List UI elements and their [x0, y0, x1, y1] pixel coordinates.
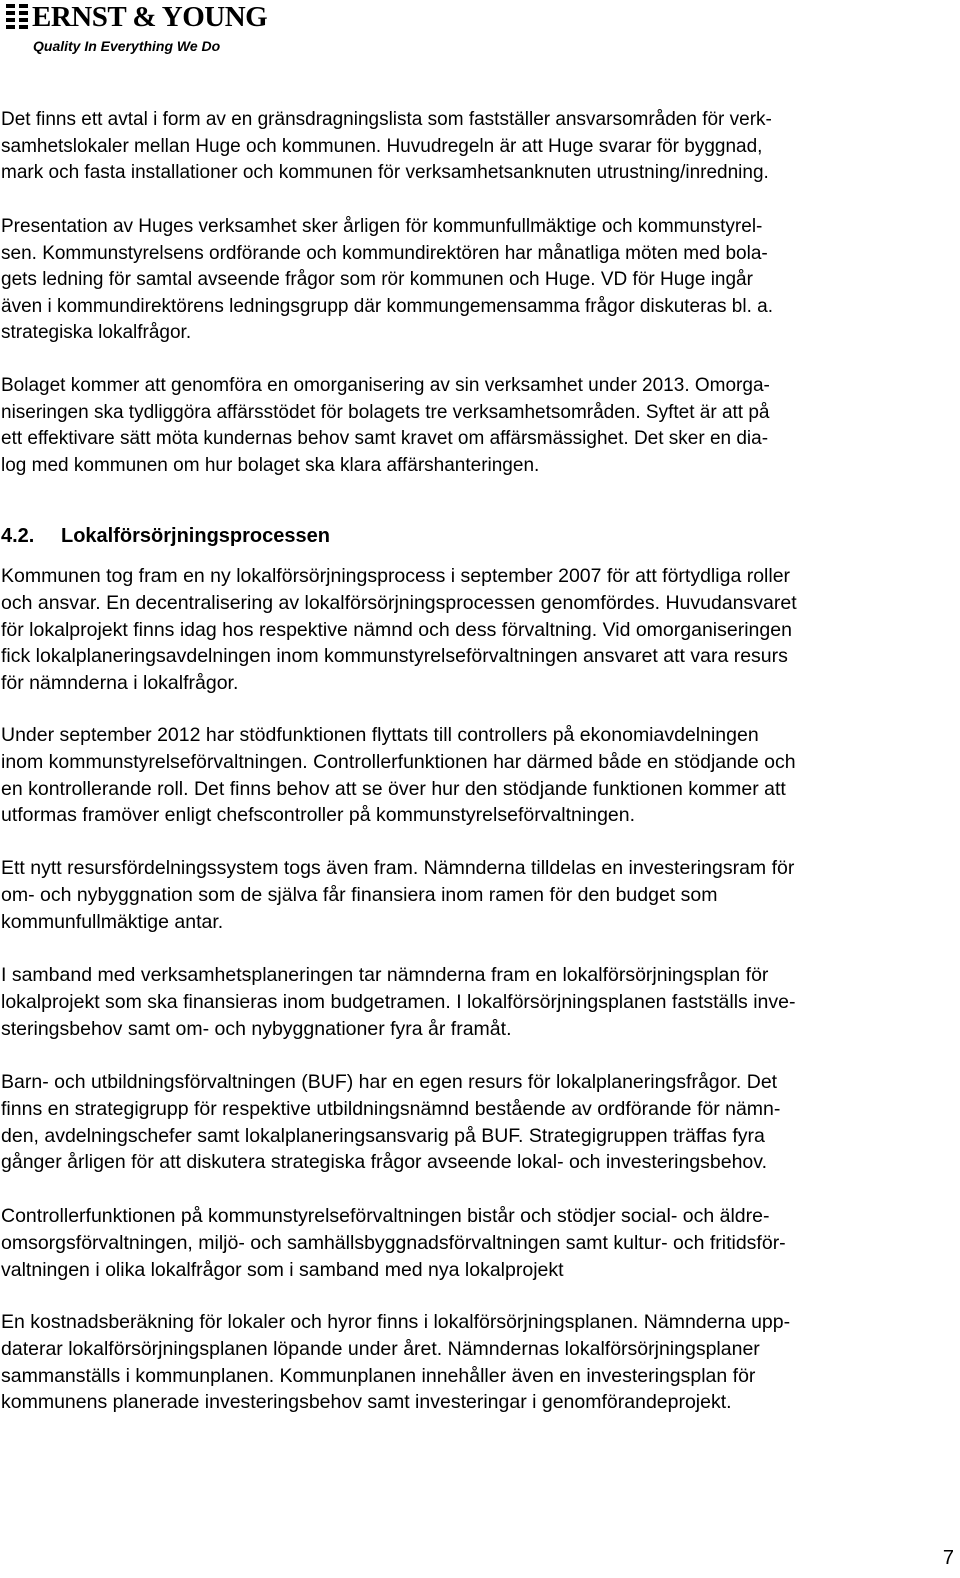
- text-line: för lokalprojekt finns idag hos respektive nämnd och dess förvaltning. Vid omorganiseringen: [1, 618, 792, 641]
- text-line: strategiska lokalfrågor.: [1, 322, 192, 343]
- text-line: Under september 2012 har stödfunktionen flyttats till controllers på ekonomiavdelningen: [1, 724, 759, 746]
- section-number: 4.2.: [1, 525, 35, 547]
- paragraph-6: [1, 855, 794, 935]
- text-line: inom kommunstyrelseförvaltningen. Controllerfunktionen har därmed både en stödjande och: [1, 750, 796, 773]
- text-line: sammanställs i kommunplanen. Kommunplanen innehåller även en investeringsplan för: [1, 1364, 756, 1387]
- section-title: Lokalförsörjningsprocessen: [61, 525, 330, 547]
- text-line: Bolaget kommer att genomföra en omorganisering av sin verksamhet under 2013. Omorga-: [1, 375, 770, 396]
- text-line: I samband med verksamhetsplaneringen tar nämnderna fram en lokalförsörjningsplan för: [1, 964, 769, 986]
- paragraph-10: [1, 1309, 790, 1416]
- text-line: niseringen ska tydliggöra affärsstödet för bolagets tre verksamhetsområden. Syftet är att på: [1, 401, 770, 423]
- text-line: mark och fasta installationer och kommunen för verksamhetsanknuten utrustning/inredning.: [1, 162, 769, 183]
- text-line: sen. Kommunstyrelsens ordförande och kommundirektören har månatliga möten med bola-: [1, 242, 768, 264]
- text-line: och ansvar. En decentralisering av lokalförsörjningsprocessen genomfördes. Huvudansvaret: [1, 591, 797, 614]
- text-line: En kostnadsberäkning för lokaler och hyror finns i lokalförsörjningsplanen. Nämnderna upp-: [1, 1311, 791, 1333]
- text-line: omsorgsförvaltningen, miljö- och samhällsbyggnadsförvaltningen samt kultur- och fritidsför-: [1, 1231, 786, 1254]
- text-line: den, avdelningschefer samt lokalplaneringsansvarig på BUF. Strategigruppen träffas fyra: [1, 1124, 765, 1147]
- text-line: en kontrollerande roll. Det finns behov att se över hur den stödjande funktionen kommer att: [1, 777, 786, 800]
- paragraph-8: [1, 1069, 780, 1176]
- paragraph-9: [1, 1203, 786, 1283]
- paragraph-2: [1, 214, 773, 347]
- section-heading: [1, 523, 330, 549]
- text-line: Kommunen tog fram en ny lokalförsörjningsprocess i september 2007 för att förtydliga roller: [1, 565, 791, 587]
- text-line: lokalprojekt som ska finansieras inom budgetramen. I lokalförsörjningsplanen fastställs inve-: [1, 990, 796, 1013]
- text-line: fick lokalplaneringsavdelningen inom kommunstyrelseförvaltningen ansvaret att vara resurs: [1, 645, 788, 668]
- text-line: gånger årligen för att diskutera strategiska frågor avseende lokal- och investeringsbehov.: [1, 1151, 767, 1174]
- paragraph-7: [1, 962, 795, 1042]
- logo-tagline: Quality In Everything We Do: [33, 38, 221, 54]
- paragraph-4: [1, 563, 797, 697]
- text-line: även i kommundirektörens ledningsgrupp där kommungemensamma frågor diskuteras bl. a.: [1, 295, 773, 317]
- page-number: 7: [942, 1547, 954, 1569]
- text-line: Presentation av Huges verksamhet sker årligen för kommunfullmäktige och kommunstyrel-: [1, 216, 763, 237]
- text-line: kommunens planerade investeringsbehov samt investeringar i genomförandeprojekt.: [1, 1391, 732, 1414]
- text-line: utformas framöver enligt chefscontroller på kommunstyrelseförvaltningen.: [1, 804, 636, 827]
- paragraph-3: [1, 373, 770, 479]
- text-line: samhetslokaler mellan Huge och kommunen. Huvudregeln är att Huge svarar för byggnad,: [1, 135, 763, 157]
- logo-mark-icon: [6, 4, 28, 30]
- logo-company-name: ERNST & YOUNG: [32, 1, 268, 33]
- paragraph-5: [1, 722, 796, 829]
- text-line: Det finns ett avtal i form av en gränsdragningslista som fastställer ansvarsområden för verk-: [1, 109, 772, 130]
- text-line: finns en strategigrupp för respektive utbildningsnämnd bestående av ordförande för nämn-: [1, 1097, 781, 1120]
- text-line: Controllerfunktionen på kommunstyrelseförvaltningen bistår och stödjer social- och äldre-: [1, 1205, 770, 1227]
- text-line: för nämnderna i lokalfrågor.: [1, 672, 239, 695]
- text-line: gets ledning för samtal avseende frågor som rör kommunen och Huge. VD för Huge ingår: [1, 269, 753, 290]
- company-logo: [6, 1, 268, 58]
- text-line: daterar lokalförsörjningsplanen löpande under året. Nämndernas lokalförsörjningsplaner: [1, 1337, 760, 1360]
- text-line: om- och nybyggnation som de själva får finansiera inom ramen för den budget som: [1, 883, 718, 906]
- text-line: log med kommunen om hur bolaget ska klara affärshanteringen.: [1, 454, 540, 476]
- paragraph-1: [1, 107, 772, 187]
- text-line: ett effektivare sätt möta kundernas behov samt kravet om affärsmässighet. Det sker en dia-: [1, 428, 769, 449]
- text-line: valtningen i olika lokalfrågor som i samband med nya lokalprojekt: [1, 1258, 564, 1281]
- text-line: kommunfullmäktige antar.: [1, 910, 224, 933]
- text-line: Barn- och utbildningsförvaltningen (BUF) har en egen resurs för lokalplaneringsfrågor. Det: [1, 1071, 778, 1093]
- text-line: Ett nytt resursfördelningssystem togs även fram. Nämnderna tilldelas en investeringsram för: [1, 857, 795, 879]
- text-line: steringsbehov samt om- och nybyggnationer fyra år framåt.: [1, 1017, 512, 1040]
